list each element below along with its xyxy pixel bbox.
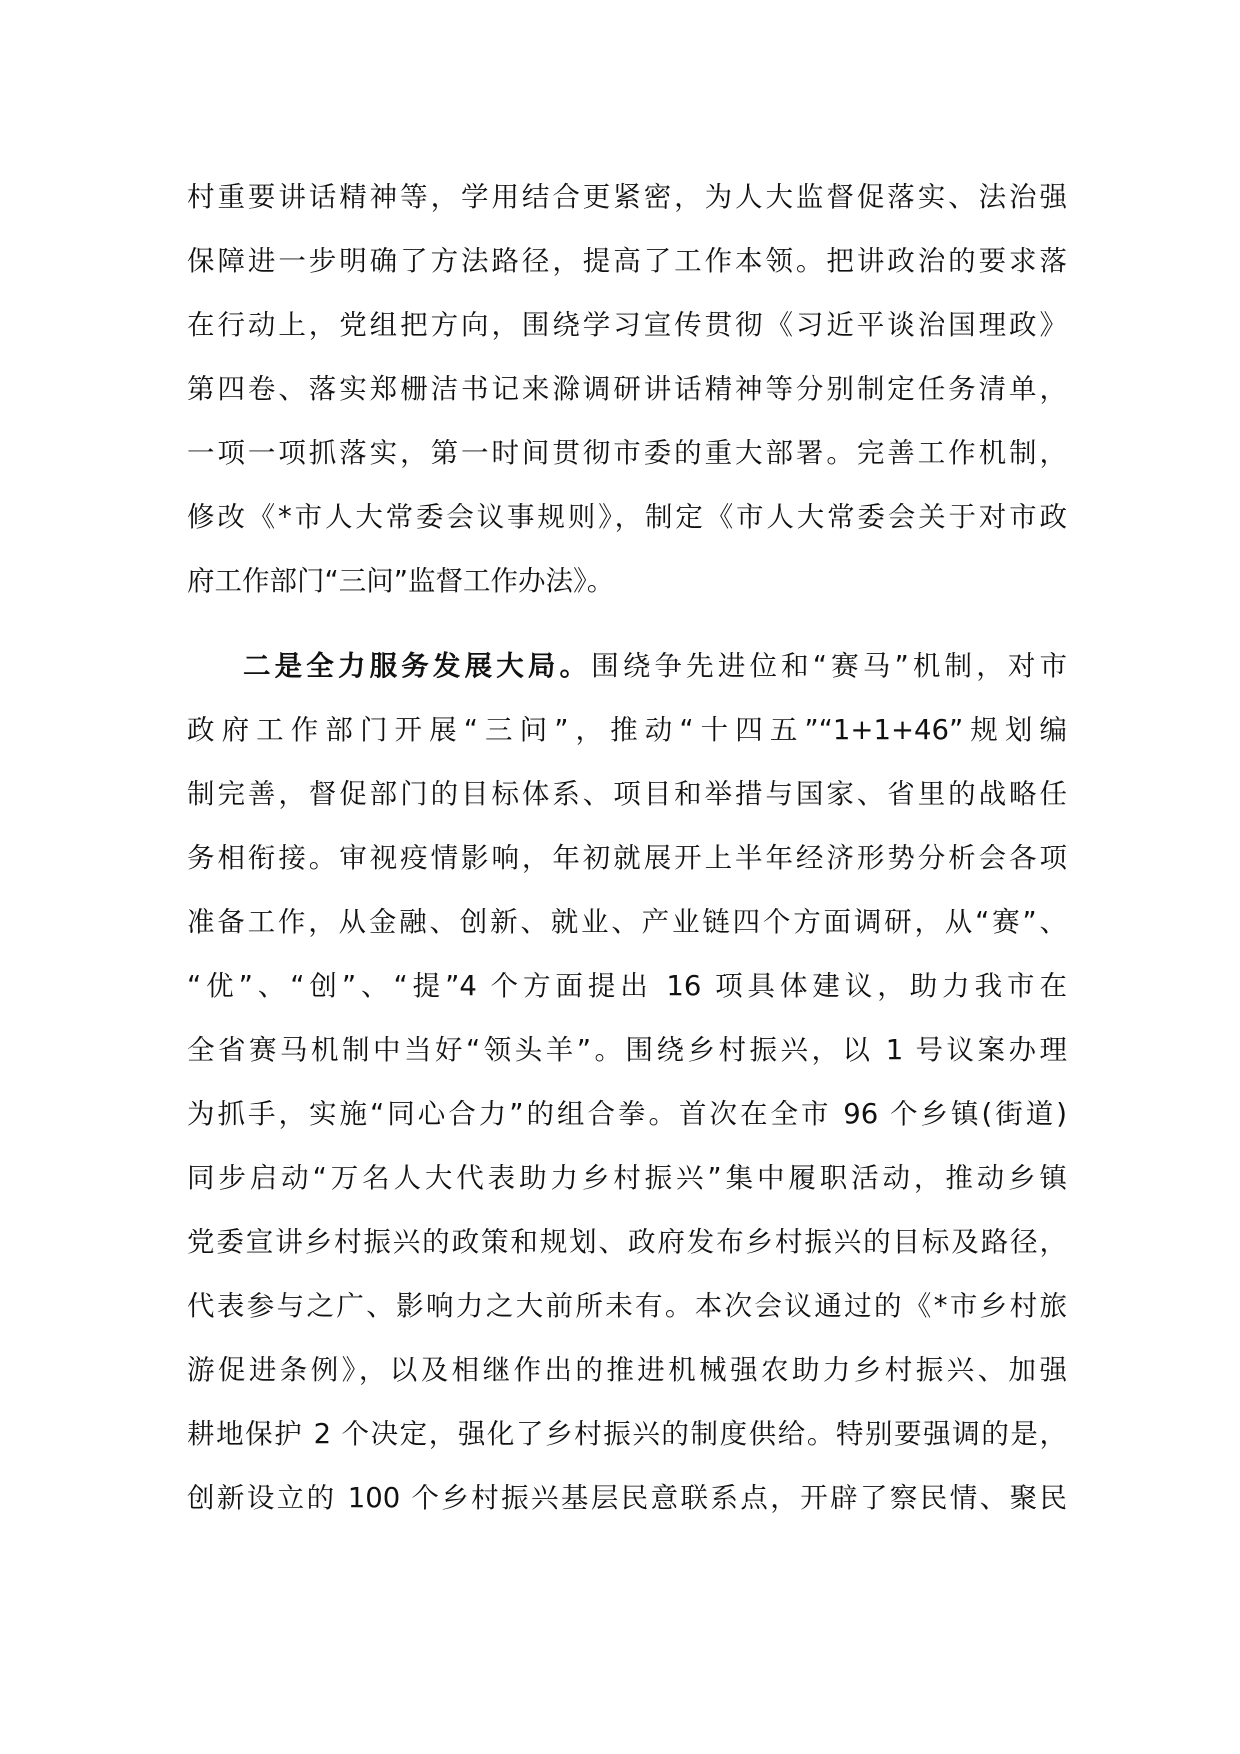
paragraph-heading: 二是全力服务发展大局。 — [243, 650, 592, 682]
text-line: 全省赛马机制中当好“领头羊”。围绕乡村振兴，以 1 号议案办理 — [187, 1034, 1067, 1066]
text-line: 党委宣讲乡村振兴的政策和规划、政府发布乡村振兴的目标及路径， — [187, 1226, 1067, 1258]
text-line: “优”、“创”、“提”4 个方面提出 16 项具体建议，助力我市在 — [187, 970, 1067, 1002]
text-line: 代表参与之广、影响力之大前所未有。本次会议通过的《*市乡村旅 — [187, 1290, 1067, 1322]
text-segment: 围绕争先进位和“赛马”机制，对市 — [591, 650, 1068, 682]
text-line: 务相衔接。审视疫情影响，年初就展开上半年经济形势分析会各项 — [187, 842, 1067, 874]
text-line: 保障进一步明确了方法路径，提高了工作本领。把讲政治的要求落 — [187, 245, 1067, 277]
text-line: 同步启动“万名人大代表助力乡村振兴”集中履职活动，推动乡镇 — [187, 1162, 1067, 1194]
first-line — [187, 634, 1067, 698]
text-line: 游促进条例》，以及相继作出的推进机械强农助力乡村振兴、加强 — [187, 1354, 1067, 1386]
text-line: 在行动上，党组把方向，围绕学习宣传贯彻《习近平谈治国理政》 — [187, 309, 1067, 341]
text-line: 府工作部门“三问”监督工作办法》。 — [187, 565, 615, 597]
paragraph-2 — [187, 634, 1067, 1530]
text-line: 村重要讲话精神等，学用结合更紧密，为人大监督促落实、法治强 — [187, 181, 1067, 213]
text-line: 一项一项抓落实，第一时间贯彻市委的重大部署。完善工作机制， — [187, 437, 1067, 469]
text-line: 创新设立的 100 个乡村振兴基层民意联系点，开辟了察民情、聚民 — [187, 1482, 1067, 1514]
paragraph-1 — [187, 165, 1067, 613]
text-line: 准备工作，从金融、创新、就业、产业链四个方面调研，从“赛”、 — [187, 906, 1067, 938]
text-line: 修改《*市人大常委会议事规则》，制定《市人大常委会关于对市政 — [187, 501, 1067, 533]
text-line: 耕地保护 2 个决定，强化了乡村振兴的制度供给。特别要强调的是， — [187, 1418, 1067, 1450]
text-line: 为抓手，实施“同心合力”的组合拳。首次在全市 96 个乡镇(街道) — [187, 1098, 1067, 1130]
text-line: 第四卷、落实郑栅洁书记来滁调研讲话精神等分别制定任务清单， — [187, 373, 1067, 405]
text-line: 制完善，督促部门的目标体系、项目和举措与国家、省里的战略任 — [187, 778, 1067, 810]
text-line: 政府工作部门开展“三问”，推动“十四五”“1+1+46”规划编 — [187, 714, 1067, 746]
